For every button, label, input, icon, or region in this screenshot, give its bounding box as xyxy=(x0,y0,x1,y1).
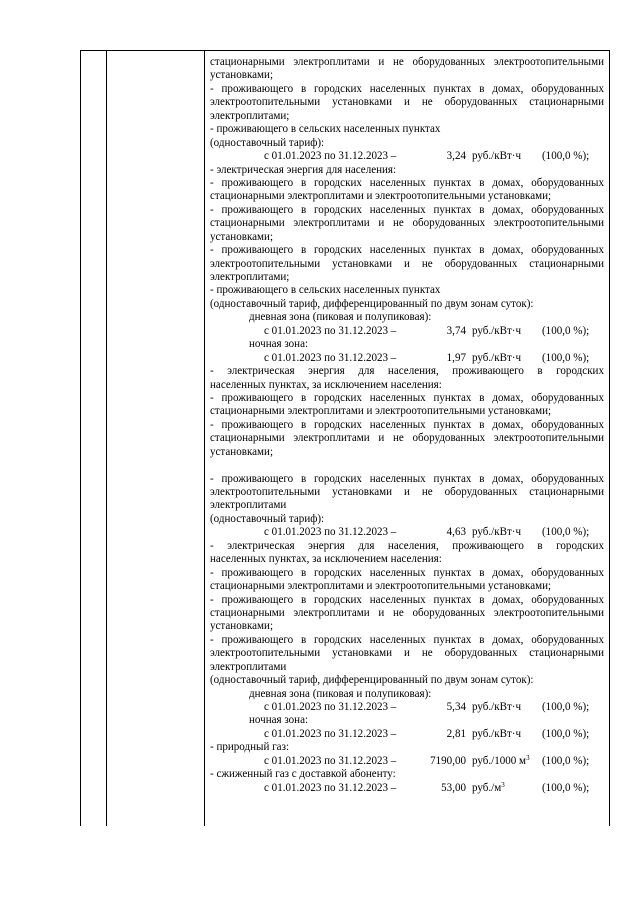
rate-unit: руб./кВт·ч xyxy=(472,324,522,337)
rate-unit: $руб./м^3$ xyxy=(472,780,505,794)
text-line: - электрическая энергия для населения, проживающего в городских xyxy=(210,365,604,378)
text-line: - проживающего в городских населенных пунктах в домах, оборудованных xyxy=(210,566,604,579)
rate-value: 7190,00 xyxy=(430,754,466,767)
rate-percent: (100,0 %); xyxy=(542,754,590,767)
text-line: стационарными электроплитами и не оборудованных электроотопительными xyxy=(210,56,604,68)
rate-unit: руб./кВт·ч xyxy=(472,727,522,740)
tariff-rate-row xyxy=(210,755,604,768)
text-line: стационарными электроплитами и электроотопительными установками; xyxy=(210,190,552,203)
text-line: стационарными электроплитами и не оборудованных электроотопительными xyxy=(210,217,604,230)
tariff-table xyxy=(80,50,610,826)
column-divider xyxy=(204,51,205,826)
unit-superscript: 3 xyxy=(501,780,505,789)
text-line: (одноставочный тариф): xyxy=(210,512,325,525)
text-line: населенных пунктах, за исключением населения: xyxy=(210,553,442,566)
rate-percent: (100,0 %); xyxy=(542,701,590,713)
rate-period: с 01.01.2023 по 31.12.2023 – xyxy=(264,701,397,713)
text-line: населенных пунктах, за исключением населения: xyxy=(210,378,442,391)
rate-percent: (100,0 %); xyxy=(542,526,590,539)
tariff-rate-row xyxy=(210,701,604,714)
rate-unit: руб./кВт·ч xyxy=(472,351,522,364)
rate-period: с 01.01.2023 по 31.12.2023 – xyxy=(264,727,397,740)
rate-percent: (100,0 %); xyxy=(542,351,590,364)
rate-unit: руб./кВт·ч xyxy=(472,526,522,539)
rate-percent: (100,0 %); xyxy=(542,781,590,794)
text-line: электроотопительными установками и не оборудованных стационарными xyxy=(210,486,604,498)
rate-percent: (100,0 %); xyxy=(542,727,590,740)
text-line: - проживающего в городских населенных пунктах в домах, оборудованных xyxy=(210,418,604,431)
tariff-rate-row xyxy=(210,728,604,741)
text-line: - проживающего в городских населенных пунктах в домах, оборудованных xyxy=(210,176,604,189)
rate-value: 1,97 xyxy=(446,351,466,364)
tariff-rate-row xyxy=(210,325,604,338)
text-line: - электрическая энергия для населения: xyxy=(210,163,397,176)
rate-period: с 01.01.2023 по 31.12.2023 – xyxy=(264,781,397,794)
blank-line xyxy=(210,459,604,472)
rate-value: 3,24 xyxy=(446,150,466,163)
rate-period: с 01.01.2023 по 31.12.2023 – xyxy=(264,150,397,163)
text-line: (одноставочный тариф): xyxy=(210,136,325,149)
zone-label: дневная зона (пиковая и полупиковая): xyxy=(249,687,432,700)
text-line: (одноставочный тариф, дифференцированный по двум зонам суток): xyxy=(210,674,534,687)
zone-label: ночная зона: xyxy=(249,714,309,727)
tariff-rate-row xyxy=(210,352,604,365)
text-line: стационарными электроплитами и не оборудованных электроотопительными xyxy=(210,432,604,445)
text-line: (одноставочный тариф, дифференцированный по двум зонам суток): xyxy=(210,297,534,310)
text-line: - проживающего в городских населенных пунктах в домах, оборудованных xyxy=(210,472,604,485)
text-line: электроотопительными установками и не оборудованных стационарными xyxy=(210,647,604,660)
rate-value: 2,81 xyxy=(446,727,466,740)
text-line: электроотопительными установками и не оборудованных стационарными xyxy=(210,257,604,270)
tariff-rate-row xyxy=(210,782,604,795)
text-line: - проживающего в городских населенных пунктах в домах, оборудованных xyxy=(210,203,604,216)
text-line: установками; xyxy=(210,69,274,82)
text-line: - проживающего в сельских населенных пунктах xyxy=(210,123,441,136)
rate-value: 5,34 xyxy=(446,701,466,713)
text-line: стационарными электроплитами и не оборудованных электроотопительными xyxy=(210,606,604,619)
text-line: - проживающего в городских населенных пунктах в домах, оборудованных xyxy=(210,391,604,404)
text-line: - проживающего в сельских населенных пунктах xyxy=(210,284,441,297)
text-line: - электрическая энергия для населения, проживающего в городских xyxy=(210,539,604,552)
text-line: электроплитами; xyxy=(210,271,290,283)
rate-value: 53,00 xyxy=(441,781,466,794)
tariff-rate-row xyxy=(210,150,604,163)
text-line: электроплитами xyxy=(210,499,287,512)
text-line: стационарными электроплитами и электроотопительными установками; xyxy=(210,405,552,418)
text-line: - сжиженный газ с доставкой абоненту: xyxy=(210,768,396,781)
text-line: электроплитами xyxy=(210,660,287,673)
text-line: стационарными электроплитами и электроотопительными установками; xyxy=(210,580,552,593)
text-line: - природный газ: xyxy=(210,741,290,754)
text-line: установками; xyxy=(210,230,274,243)
text-line: установками; xyxy=(210,445,274,458)
rate-percent: (100,0 %); xyxy=(542,324,590,337)
text-line: - проживающего в городских населенных пунктах в домах, оборудованных xyxy=(210,244,604,257)
rate-period: с 01.01.2023 по 31.12.2023 – xyxy=(264,351,397,364)
zone-label: ночная зона: xyxy=(249,338,309,351)
text-line: электроотопительными установками и не оборудованных стационарными xyxy=(210,96,604,109)
text-line: - проживающего в городских населенных пунктах в домах, оборудованных xyxy=(210,633,604,646)
rate-percent: (100,0 %); xyxy=(542,150,590,163)
zone-label: дневная зона (пиковая и полупиковая): xyxy=(249,311,432,324)
unit-superscript: 3 xyxy=(526,753,530,762)
text-line: - проживающего в городских населенных пунктах в домах, оборудованных xyxy=(210,82,604,95)
rate-period: с 01.01.2023 по 31.12.2023 – xyxy=(264,754,397,767)
rate-period: с 01.01.2023 по 31.12.2023 – xyxy=(264,526,397,539)
text-line: электроплитами; xyxy=(210,109,290,122)
tariff-text-cell xyxy=(210,56,604,795)
text-line: - проживающего в городских населенных пунктах в домах, оборудованных xyxy=(210,593,604,606)
rate-unit: руб./1000 $м^3$ xyxy=(472,753,530,767)
rate-period: с 01.01.2023 по 31.12.2023 – xyxy=(264,324,397,337)
rate-value: 3,74 xyxy=(446,324,466,337)
tariff-rate-row xyxy=(210,526,604,539)
rate-unit: руб./кВт·ч xyxy=(472,701,522,713)
column-divider xyxy=(106,51,107,826)
rate-value: 4,63 xyxy=(446,526,466,539)
text-line: установками; xyxy=(210,620,274,633)
rate-unit: руб./кВт·ч xyxy=(472,150,522,163)
